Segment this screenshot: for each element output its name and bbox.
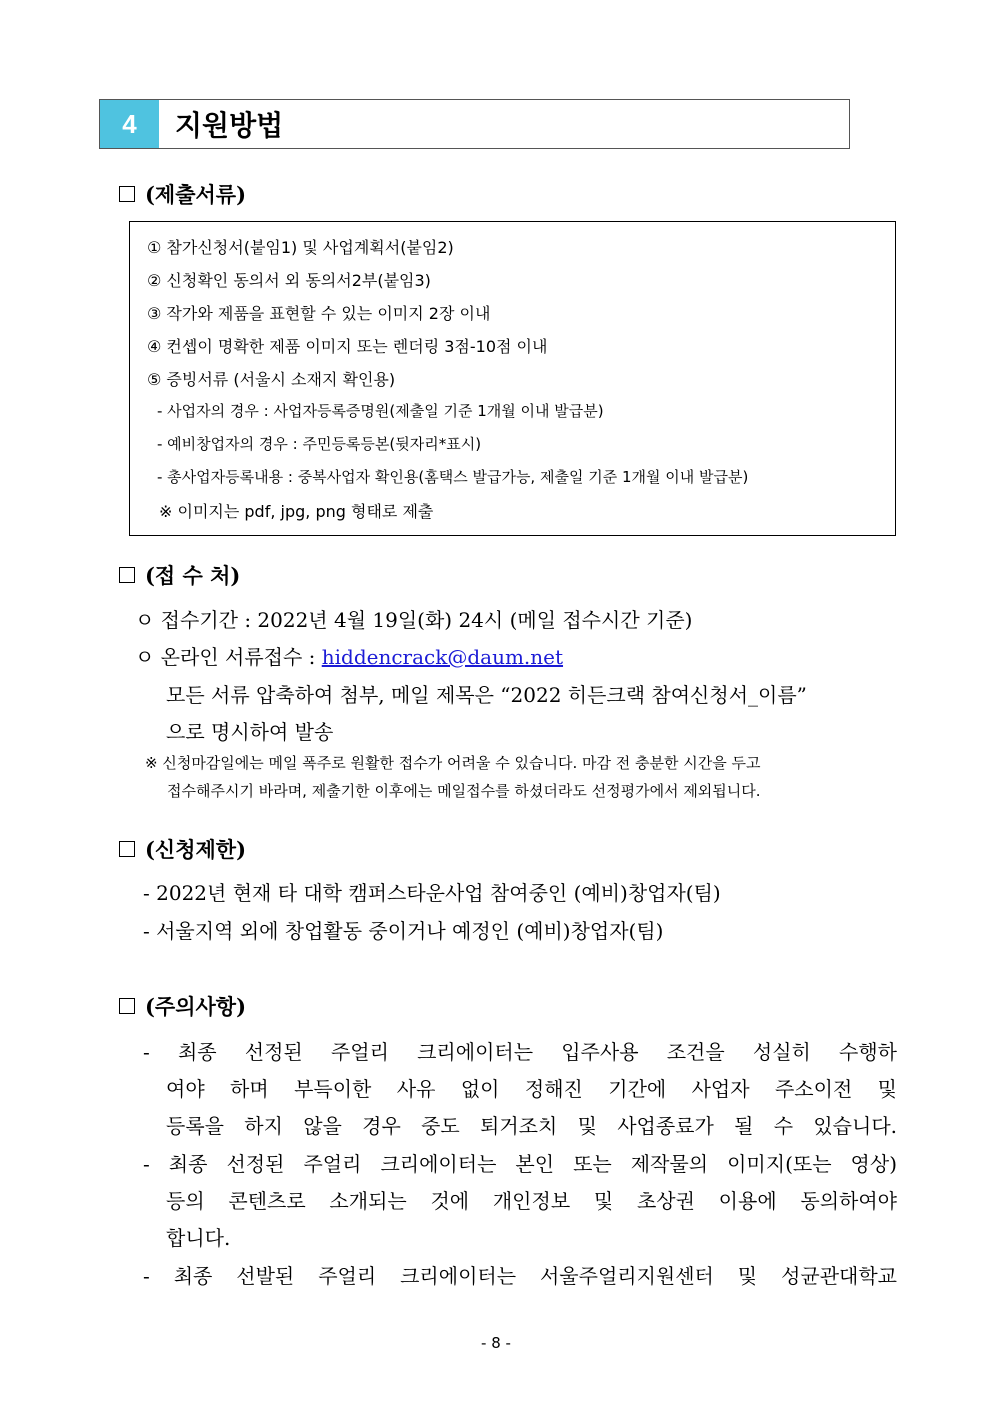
page-number: - 8 -	[481, 1334, 511, 1352]
document-item: ④ 컨셉이 명확한 제품 이미지 또는 렌더링 3점-10점 이내	[147, 337, 548, 356]
caution-heading	[119, 991, 246, 1021]
checkbox-icon	[119, 567, 135, 583]
document-note: ※ 이미지는 pdf, jpg, png 형태로 제출	[159, 502, 434, 521]
reception-heading	[119, 560, 240, 590]
caution-line: 합니다.	[166, 1226, 231, 1250]
reception-instruction: 으로 명시하여 발송	[166, 720, 334, 744]
restriction-heading	[119, 834, 246, 864]
reception-heading-text: (접 수 처)	[145, 563, 241, 588]
documents-box	[129, 221, 896, 536]
caution-line: 등록을 하지 않을 경우 중도 퇴거조치 및 사업종료가 될 수 있습니다.	[166, 1114, 897, 1138]
restriction-item: - 2022년 현재 타 대학 캠퍼스타운사업 참여중인 (예비)창업자(팀)	[143, 881, 721, 905]
section-title: 지원방법	[175, 109, 284, 142]
restriction-item: - 서울지역 외에 창업활동 중이거나 예정인 (예비)창업자(팀)	[143, 919, 664, 943]
reception-note: ※ 신청마감일에는 메일 폭주로 원활한 접수가 어려울 수 있습니다. 마감 전 충분한 시간을 두고	[145, 754, 761, 772]
documents-heading-text: (제출서류)	[145, 182, 247, 207]
reception-instruction: 모든 서류 압축하여 첨부, 메일 제목은 “2022 히든크랙 참여신청서_이름”	[166, 683, 807, 707]
caution-line: - 최종 선발된 주얼리 크리에이터는 서울주얼리지원센터 및 성균관대학교	[143, 1264, 897, 1288]
reception-period: ㅇ 접수기간 : 2022년 4월 19일(화) 24시 (메일 접수시간 기준)	[135, 608, 693, 632]
document-item: ③ 작가와 제품을 표현할 수 있는 이미지 2장 이내	[147, 304, 491, 323]
checkbox-icon	[119, 841, 135, 857]
document-item: ⑤ 증빙서류 (서울시 소재지 확인용)	[147, 370, 396, 389]
document-subitem: - 예비창업자의 경우 : 주민등록등본(뒷자리*표시)	[157, 435, 482, 453]
restriction-heading-text: (신청제한)	[145, 837, 247, 862]
documents-heading	[119, 179, 246, 209]
caution-line: - 최종 선정된 주얼리 크리에이터는 입주사용 조건을 성실히 수행하	[143, 1040, 897, 1064]
checkbox-icon	[119, 998, 135, 1014]
document-item: ② 신청확인 동의서 외 동의서2부(붙임3)	[147, 271, 431, 290]
reception-online-label: ㅇ 온라인 서류접수 :	[135, 645, 322, 669]
caution-line: 여야 하며 부득이한 사유 없이 정해진 기간에 사업자 주소이전 및	[166, 1077, 897, 1101]
section-header	[99, 99, 850, 149]
reception-note: 접수해주시기 바라며, 제출기한 이후에는 메일접수를 하셨더라도 선정평가에서 제외됩니다.	[167, 782, 761, 800]
section-number: 4	[100, 100, 159, 148]
document-subitem: - 사업자의 경우 : 사업자등록증명원(제출일 기준 1개월 이내 발급분)	[157, 402, 604, 420]
caution-line: 등의 콘텐츠로 소개되는 것에 개인정보 및 초상권 이용에 동의하여야	[166, 1189, 897, 1213]
email-link[interactable]: hiddencrack@daum.net	[321, 645, 564, 669]
document-subitem: - 총사업자등록내용 : 중복사업자 확인용(홈택스 발급가능, 제출일 기준 1개월 이내 발급분)	[157, 468, 749, 486]
caution-heading-text: (주의사항)	[145, 994, 247, 1019]
caution-line: - 최종 선정된 주얼리 크리에이터는 본인 또는 제작물의 이미지(또는 영상)	[143, 1152, 897, 1176]
document-item: ① 참가신청서(붙임1) 및 사업계획서(붙임2)	[147, 238, 454, 257]
reception-online	[135, 641, 563, 670]
checkbox-icon	[119, 186, 135, 202]
